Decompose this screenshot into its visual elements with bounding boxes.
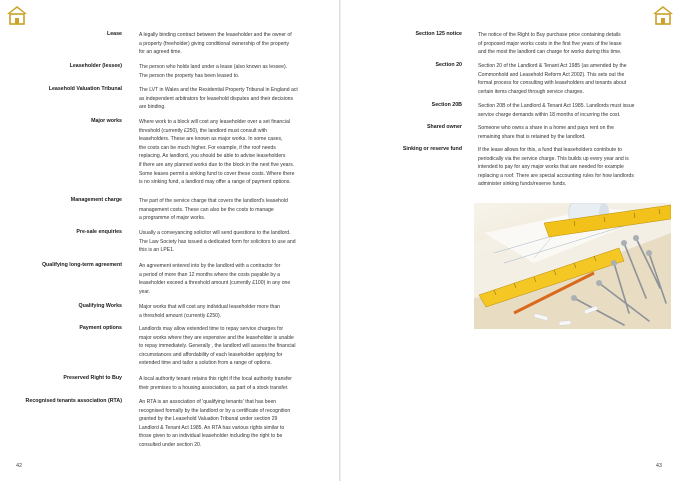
entry-term: Qualifying long-term agreement <box>41 262 122 268</box>
entry-definition: Usually a conveyancing solicitor will send questions to the landlord. The Law Society has issued a dedicated form for solicitors to use and this is an LPE1. <box>139 230 296 254</box>
page-number: 43 <box>655 463 662 469</box>
entry-term: Lease <box>106 31 122 37</box>
entry-definition: The person who holds land under a lease (also known as lessee). The person the property has been leased to. <box>139 64 288 79</box>
entry-term: Preserved Right to Buy <box>63 375 122 381</box>
entry-term: Leasehold Valuation Tribunal <box>48 86 122 92</box>
entry-definition: The LVT in Wales and the Residential Property Tribunal in England act as independent arbitrators for leasehold disputes and their decisions are binding. <box>139 87 298 111</box>
entry-definition: The part of the service charge that covers the landlord's leasehold management costs. These can also be the costs to manage a programme of major works. <box>139 198 288 222</box>
entry-definition: The notice of the Right to Buy purchase price containing details of proposed major works costs in the first five years of the lease and the most the landlord can charge for works during this time. <box>478 32 622 56</box>
entry-definition: Someone who owns a share in a home and pays rent on the remaining share that is retained by the landlord. <box>478 125 614 140</box>
entry-term: Pre-sale enquiries <box>76 229 122 235</box>
entry-definition: An agreement entered into by the landlord with a contractor for a period of more than 12 months where the costs payable by a leaseholder exceed a threshold amount (currently £100) in any one year. <box>139 263 291 295</box>
left-page <box>0 0 339 481</box>
entry-term: Major works <box>91 118 122 124</box>
entry-definition: Where work to a block will cost any leaseholder over a set financial threshold (currently £250), the landlord must consult with leaseholders. These are known as major works. In some cases, the costs can be much higher. For example, if the roof needs replacing. As landlord, you should be able to advise leaseholders if there are any planned works due to the block in the next five years. Some leases permit a sinking fund to cover these costs. Where there is no sinking fund, a landlord may offer a range of payment options. <box>139 119 295 186</box>
entry-definition: Major works that will cost any individual leaseholder more than a threshold amount (currently £250). <box>139 304 280 319</box>
entry-definition: Section 20 of the Landlord & Tenant Act 1985 (as amended by the Commonhold and Leasehold Reform Act 2002). This sets out the formal process for consulting with leaseholders and tenants about certain items charged through service charges. <box>478 63 627 95</box>
page-number: 42 <box>16 463 23 469</box>
house-logo-icon <box>6 5 28 25</box>
entry-definition: Landlords may allow extended time to repay service charges for major works where they are expensive and the leaseholder is unable to repay immediately. Generally , the landlord will assess the financial circumstances and affordability of each leaseholder applying for extended time and tailor a solution from a range of options. <box>139 326 296 367</box>
right-page <box>341 0 680 481</box>
entry-definition: Section 20B of the Landlord & Tenant Act 1985. Landlords must issue service charge demands within 18 months of incurring the cost. <box>478 103 635 118</box>
entry-definition: If the lease allows for this, a fund that leaseholders contribute to periodically via the service charge. This builds up every year and is intended to pay for any major works that are needed for example replacing a roof. There are special accounting rules for how landlords administer sinking funds/reserve funds. <box>478 147 634 188</box>
tools-blueprint-photo <box>474 203 671 329</box>
entry-term: Management charge <box>70 197 122 203</box>
entry-term: Section 125 notice <box>415 31 462 37</box>
entry-term: Section 20B <box>431 102 462 108</box>
entry-term: Qualifying Works <box>78 303 122 309</box>
entry-term: Shared owner <box>426 124 462 130</box>
entry-term: Leaseholder (lessee) <box>69 63 122 69</box>
tools-illustration <box>474 203 671 329</box>
house-logo-icon <box>652 5 674 25</box>
entry-definition: A local authority tenant retains this right if the local authority transfer their premises to a housing association, as part of a stock transfer. <box>139 376 292 391</box>
entry-term: Payment options <box>79 325 122 331</box>
entry-term: Recognised tenants association (RTA) <box>25 398 122 404</box>
entry-definition: A legally binding contract between the leaseholder and the owner of a property (freeholder) giving conditional ownership of the property for an agreed time. <box>139 32 292 56</box>
entry-definition: An RTA is an association of 'qualifying tenants' that has been recognised formally by the landlord or by a certificate of recognition granted by the Leasehold Valuation Tribunal under section 29 Landlord & Tenant Act 1985. An RTA has various rights similar to those given to an individual leaseholder including the right to be consulted under section 20. <box>139 399 291 448</box>
entry-term: Section 20 <box>435 62 462 68</box>
entry-term: Sinking or reserve fund <box>402 146 462 152</box>
